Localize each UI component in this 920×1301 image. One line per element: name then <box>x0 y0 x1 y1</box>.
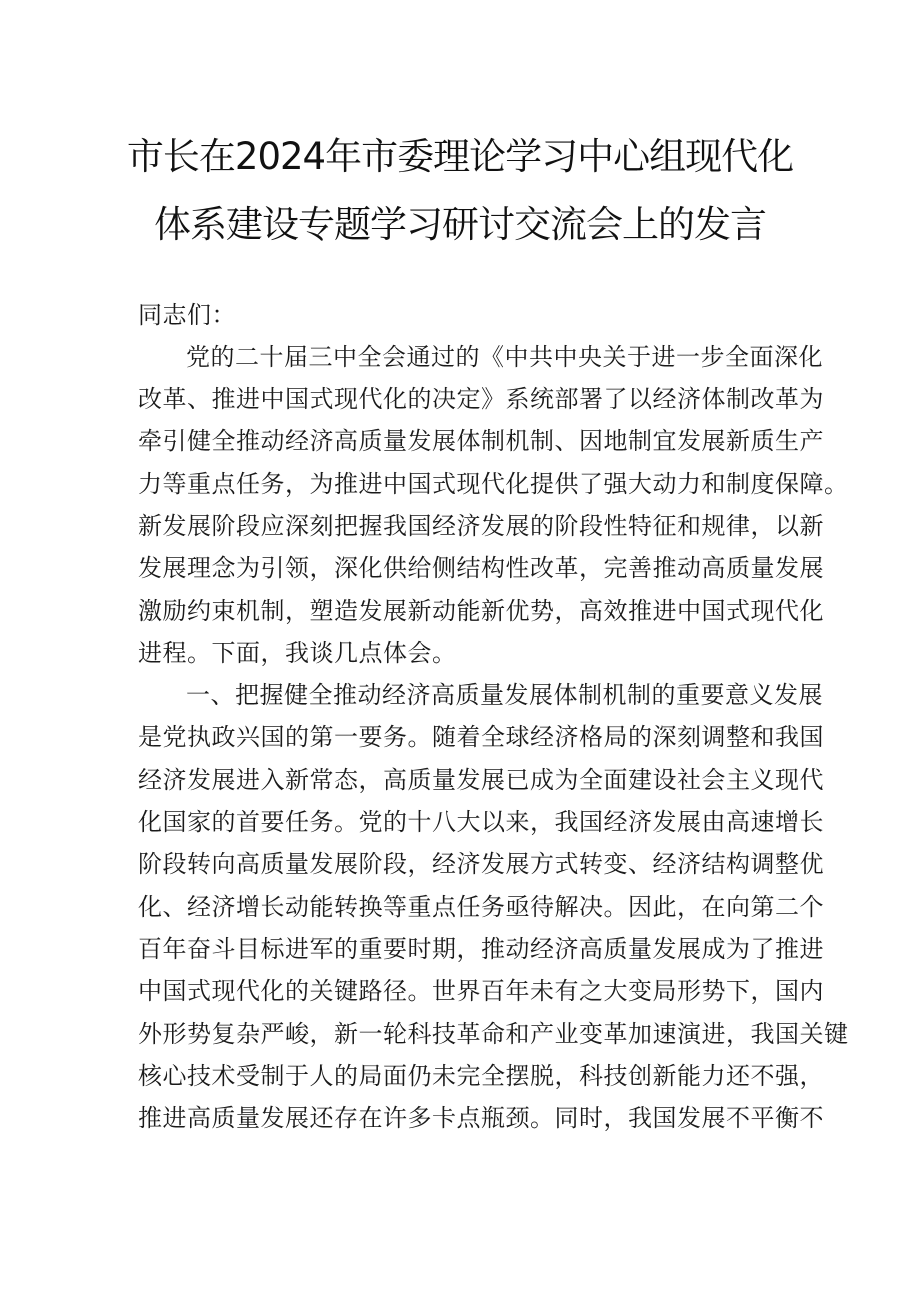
paragraph-1-line: 改革、推进中国式现代化的决定》系统部署了以经济体制改革为 <box>138 385 824 413</box>
document-title-line-1: 市长在2024年市委理论学习中心组现代化 <box>126 135 794 178</box>
paragraph-1-line: 激励约束机制，塑造发展新动能新优势，高效推进中国式现代化 <box>138 597 824 625</box>
paragraph-1-line: 牵引健全推动经济高质量发展体制机制、因地制宜发展新质生产 <box>138 427 824 455</box>
paragraph-1-line: 进程。下面，我谈几点体会。 <box>138 639 457 667</box>
paragraph-2-line: 百年奋斗目标进军的重要时期，推动经济高质量发展成为了推进 <box>138 935 824 963</box>
paragraph-1-line: 力等重点任务，为推进中国式现代化提供了强大动力和制度保障。 <box>138 470 849 498</box>
paragraph-2-line: 化国家的首要任务。党的十八大以来，我国经济发展由高速增长 <box>138 808 824 836</box>
paragraph-2-line: 推进高质量发展还存在许多卡点瓶颈。同时，我国发展不平衡不 <box>138 1104 824 1132</box>
document-title-line-2: 体系建设专题学习研讨交流会上的发言 <box>154 203 766 246</box>
paragraph-2-line: 核心技术受制于人的局面仍未完全摆脱，科技创新能力还不强， <box>138 1062 824 1090</box>
paragraph-2-line: 一、把握健全推动经济高质量发展体制机制的重要意义发展 <box>186 681 823 709</box>
paragraph-2-line: 阶段转向高质量发展阶段，经济发展方式转变、经济结构调整优 <box>138 850 824 878</box>
paragraph-2-line: 中国式现代化的关键路径。世界百年未有之大变局形势下，国内 <box>138 977 824 1005</box>
paragraph-1-line: 发展理念为引领，深化供给侧结构性改革，完善推动高质量发展 <box>138 554 824 582</box>
salutation: 同志们： <box>138 301 236 329</box>
paragraph-2-line: 经济发展进入新常态，高质量发展已成为全面建设社会主义现代 <box>138 766 824 794</box>
paragraph-2-line: 外形势复杂严峻，新一轮科技革命和产业变革加速演进，我国关键 <box>138 1020 849 1048</box>
paragraph-2-line: 化、经济增长动能转换等重点任务亟待解决。因此，在向第二个 <box>138 893 824 921</box>
paragraph-1-line: 党的二十届三中全会通过的《中共中央关于进一步全面深化 <box>186 343 823 371</box>
paragraph-2-line: 是党执政兴国的第一要务。随着全球经济格局的深刻调整和我国 <box>138 723 824 751</box>
paragraph-1-line: 新发展阶段应深刻把握我国经济发展的阶段性特征和规律，以新 <box>138 512 824 540</box>
